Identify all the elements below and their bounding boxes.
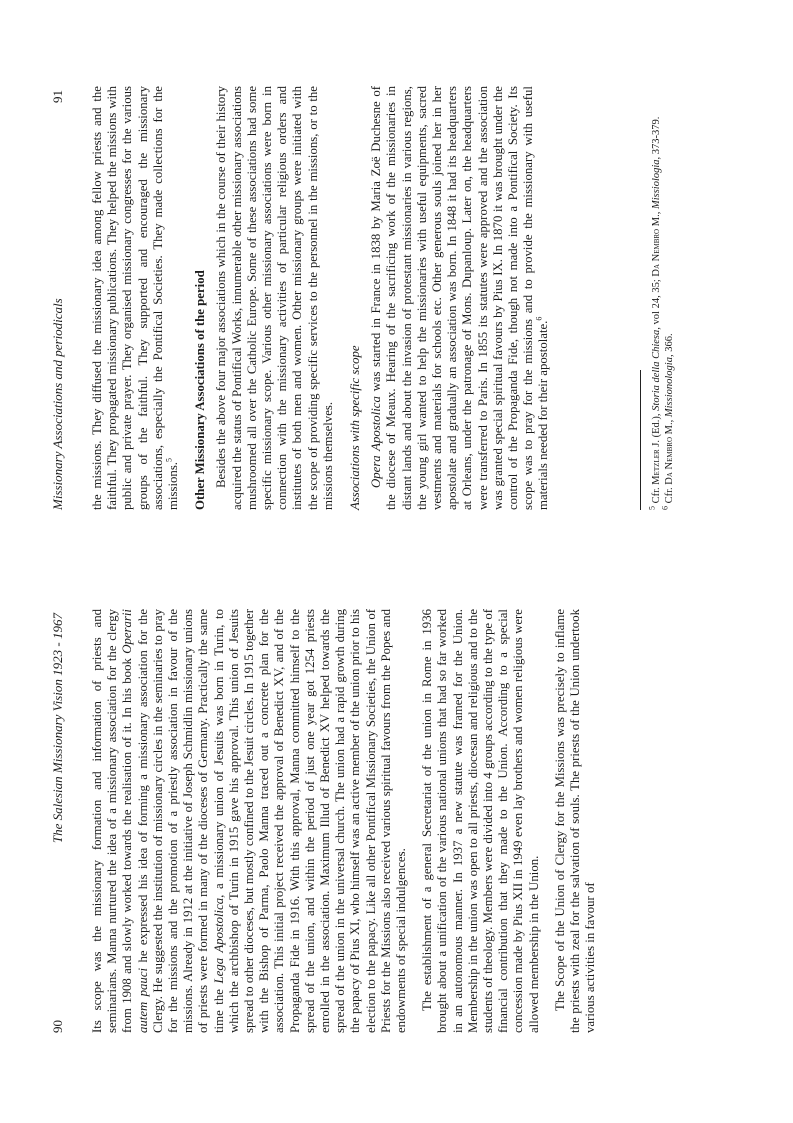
text-run: vol 24, 35; [651, 276, 662, 328]
text-run: , 373-379. [651, 116, 662, 160]
footnote-rule [640, 370, 641, 510]
left-page-number: 90 [50, 1020, 65, 1033]
text-run: Cfr. [651, 484, 662, 506]
italic-text: Storia della Chiesa, [651, 327, 662, 411]
text-run: , a missionary union of Jesuits was born in Turin, to which the archbishop of Turin in 1915 gave his approval. This union of Jesuits spread to other dioceses, but mostly confined to the Jesuit circles. In 1915 together with the Bishop of Parma, Paolo Manna traced out a concrete plan for the association. This initial project received the approval of Benedict XV, and of the Propaganda Fide in 1916. With this approval, Manna committed himself to the spread of the union, and within the period of just one year got 1254 priests enrolled in the association. Maximum Illud of Benedict XV helped towards the spread of the union in the universal church. The union had a rapid growth during the papacy of Pius XI, who himself was an active member of the union prior to his election to the papacy. Like all other Pontifical Missionary Societies, the Union of Priests for the Missions also received various spiritual favours from the Popes and endowments of special indulgences. [211, 608, 409, 1033]
footnote-ref: 6 [660, 506, 670, 510]
text-run: M., [651, 209, 662, 229]
author-name: Da Nembro [651, 228, 662, 277]
italic-text: Opera Apostolica [369, 396, 384, 488]
right-page-number: 91 [50, 90, 65, 103]
text-run: The Scope of the Union of Clergy for the Missions was precisely to inflame the priests with zeal for the salvation of souls. The priests of the Union undertook various activities in favour of [552, 609, 598, 1033]
footnote-ref: 6 [535, 316, 545, 321]
left-body-text [90, 609, 599, 1033]
text-run: , 366. [664, 333, 675, 358]
text-run: was started in France in 1838 by Maria Zoë Duchesne of the diocese of Meaux. Hearing of the sacrificing work of the missionaries in distant lands and about the invasion of protestant missionaries in various regions, the young girl wanted to help the missionaries with useful equipments, sacred vestments and materials for schools etc. Other generous souls joined her in her apostolate and gradually an association was born. In 1848 it had its headquarters at Orleans, under the patronage of Mons. Dupanloup. Later on, the headquarters were transferred to Paris. In 1855 its statutes were approved and the association was granted special spiritual favours by Pius IX. In 1870 it was brought under the control of the Propaganda Fide, though not made into a Pontifical Society. Its scope was to pray for the missions and to provide the missionary with useful materials needed for their apostolate. [369, 85, 551, 510]
text-run: M., [664, 417, 675, 437]
sub-heading: Associations with specific scope [348, 345, 363, 510]
paragraph [214, 86, 336, 510]
footnote [660, 86, 676, 510]
footnote-ref: 5 [647, 506, 657, 510]
paragraph [369, 86, 551, 510]
footnote-ref: 5 [164, 457, 174, 462]
paragraph [90, 86, 181, 510]
left-page [0, 562, 793, 1123]
italic-text: Missionologia [664, 357, 675, 418]
text-run: J. (Ed.), [651, 410, 662, 450]
italic-text: Lega Apostolica [211, 897, 226, 984]
paragraph [420, 609, 542, 1033]
text-run: The establishment of a general Secretariat of the union in Rome in 1936 brought about a unification of the various national unions that had so far worked in an autonomous manner. In 1937 a new statute was framed for the Union. Membership in the union was open to all priests, diocesan and religious and to the students of theology. Members were divided into 4 groups according to the type of financial contribution that they made to the Union. According to a special concession made by Pius XII in 1949 even lay brothers and women religious were allowed membership in the Union. [420, 609, 541, 1033]
text-run: Besides the above four major associations which in the course of their history acquired the status of Pontifical Works, innumerable other missionary associations mushroomed all over the Catholic Europe. Some of these associations had some specific missionary scope. Various other missionary associations were born in connection with the missionary activities of particular religious orders and institutes of both men and women. Other missionary groups were initiated with the scope of providing specific services to the personnel in the missions, or to the missions themselves. [214, 86, 335, 510]
italic-text: Operarii autem pauci [120, 609, 150, 1033]
text-run: the missions. They diffused the missionary idea among fellow priests and the faithful. They propagated missionary publications. They helped the missions with public and private prayer. They organised missionary congresses for the various groups of the faithful. They supported and encouraged the missionary associations, especially the Pontifical Societies. They made collections for the missions. [90, 86, 181, 510]
text-run: Cfr. [664, 484, 675, 506]
footnotes [647, 86, 676, 510]
italic-text: Missiologia [651, 159, 662, 210]
footnote [647, 86, 663, 510]
author-name: Metzler [651, 449, 662, 485]
paragraph [90, 609, 409, 1033]
author-name: Da Nembro [664, 436, 675, 485]
left-running-title: The Salesian Missionary Vision 1923 - 1967 [50, 613, 65, 844]
section-heading: Other Missionary Associations of the period [193, 270, 208, 510]
text-run: Its scope was the missionary formation and information of priests and seminarians. Manna nurtured the idea of a missionary association for the clergy from 1908 and slowly worked towards the realisation of it. In his book [90, 609, 135, 1033]
right-running-title: Missionary Associations and periodicals [50, 298, 65, 510]
paragraph [553, 609, 599, 1033]
right-body-text [90, 86, 552, 510]
text-run: he expressed his idea of forming a missionary association for the Clergy. He suggested the institution of missionary circles in the seminaries to pray for the missions and the promotion of a priestly association in favour of the missions. Already in 1912 at the initiative of Joseph Schmidlin missionary unions of priests were formed in many of the dioceses of Germany. Practically the same time the [135, 608, 226, 1033]
